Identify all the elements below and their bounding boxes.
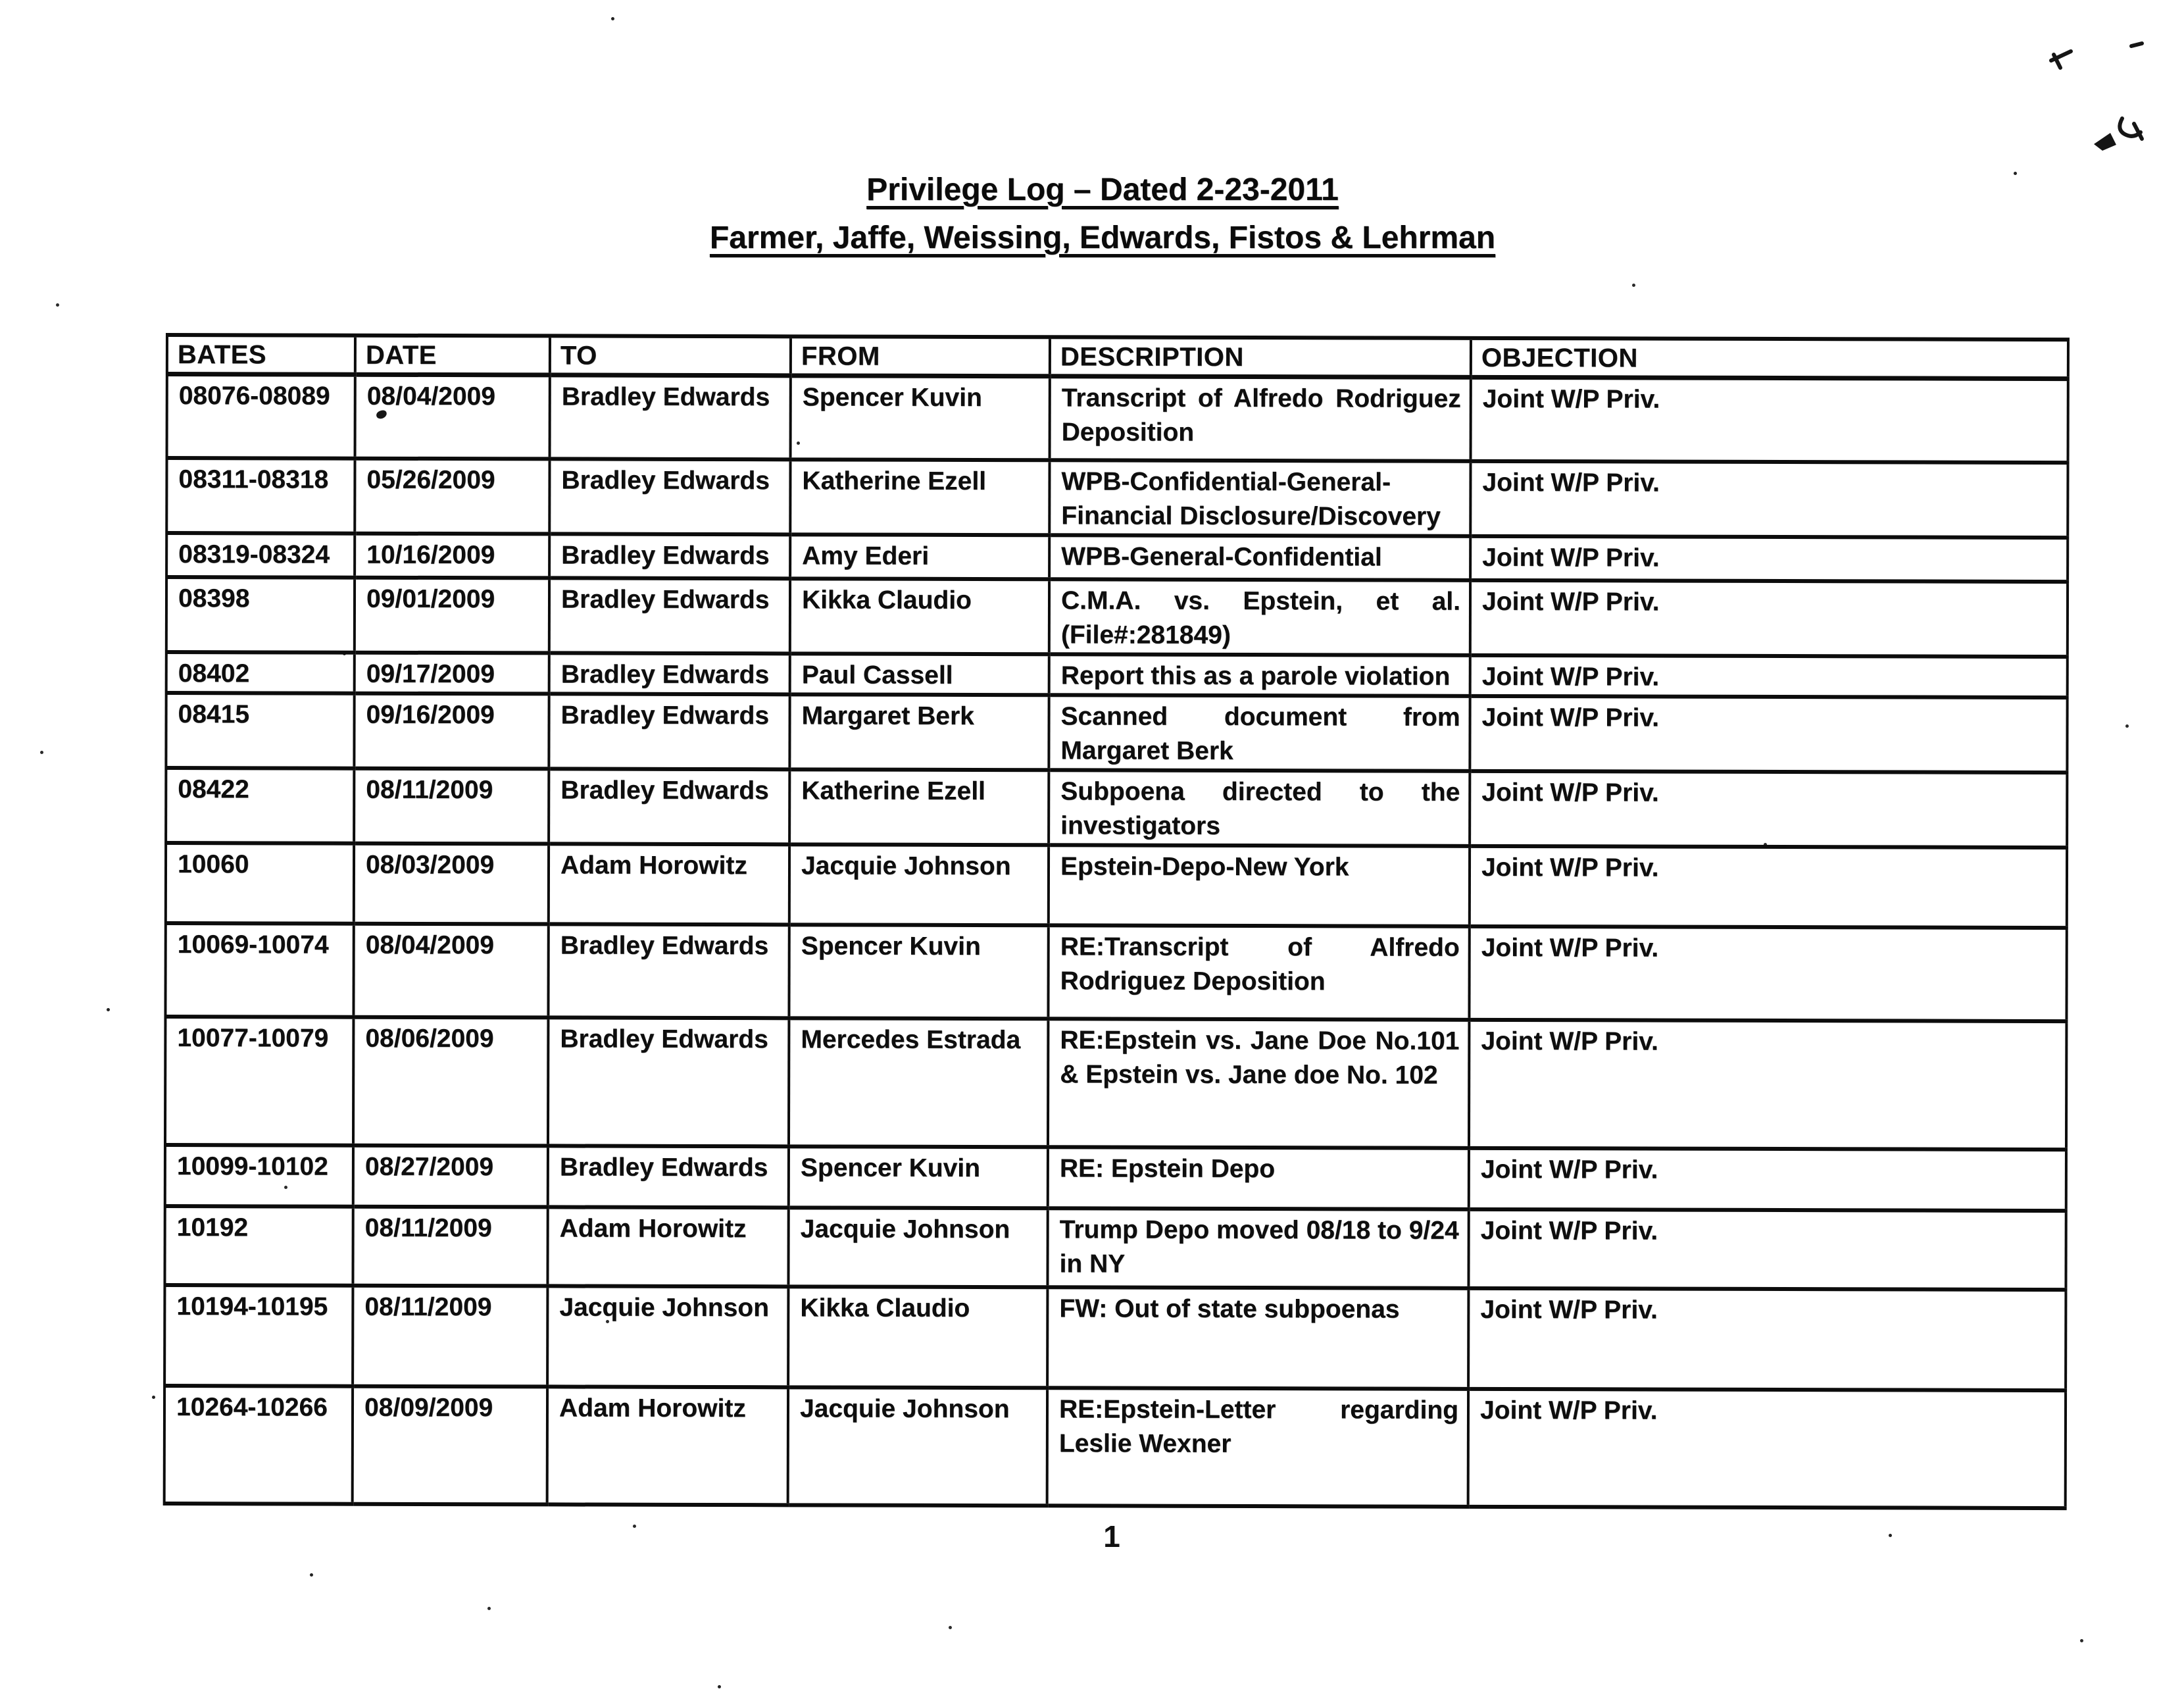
- to-cell: Bradley Edwards: [549, 769, 789, 844]
- date-cell: 08/04/2009: [355, 374, 550, 459]
- from-cell: Kikka Claudio: [788, 1286, 1047, 1388]
- table-row: [165, 923, 2066, 1021]
- from-cell: Spencer Kuvin: [789, 1146, 1048, 1208]
- bates-cell: 10264-10266: [164, 1386, 353, 1504]
- table-row: [165, 1017, 2066, 1150]
- bates-cell: 08076-08089: [167, 374, 355, 459]
- pen-scribble-marks: [1993, 13, 2164, 158]
- column-header-from: FROM: [791, 336, 1050, 376]
- to-cell: Bradley Edwards: [549, 694, 789, 769]
- from-cell: Mercedes Estrada: [789, 1018, 1048, 1147]
- to-cell: Bradley Edwards: [548, 1146, 789, 1207]
- title-line-2: Farmer, Jaffe, Weissing, Edwards, Fistos & Lehrman: [709, 220, 1496, 255]
- column-header-objection: OBJECTION: [1471, 338, 2068, 379]
- table-row: [166, 577, 2068, 657]
- bates-cell: 10192: [164, 1206, 353, 1286]
- from-cell: Jacquie Johnson: [788, 1387, 1047, 1505]
- column-header-to: TO: [550, 336, 791, 375]
- to-cell: Bradley Edwards: [549, 578, 790, 653]
- date-cell: 08/09/2009: [353, 1386, 547, 1504]
- privilege-log-table-wrap: [163, 333, 2070, 1510]
- document-title: [11, 166, 2184, 262]
- objection-cell: Joint W/P Priv.: [1470, 536, 2068, 581]
- objection-cell: Joint W/P Priv.: [1471, 377, 2068, 462]
- objection-cell: Joint W/P Priv.: [1470, 461, 2068, 537]
- date-cell: 10/16/2009: [355, 533, 549, 578]
- description-cell: RE:Epstein-Letter regarding Leslie Wexner: [1047, 1388, 1468, 1507]
- to-cell: Adam Horowitz: [547, 1386, 788, 1505]
- table-row: [166, 458, 2068, 538]
- bates-cell: 10099-10102: [165, 1145, 353, 1207]
- objection-cell: Joint W/P Priv.: [1468, 1388, 2066, 1507]
- objection-cell: Joint W/P Priv.: [1469, 1019, 2066, 1149]
- from-cell: Katherine Ezell: [789, 769, 1049, 845]
- to-cell: Bradley Edwards: [549, 534, 790, 578]
- table-body: [164, 374, 2068, 1508]
- table-row: [166, 768, 2067, 848]
- date-cell: 08/06/2009: [353, 1017, 548, 1146]
- table-row: [166, 843, 2067, 928]
- description-cell: Transcript of Alfredo Rodriguez Deposition: [1050, 376, 1471, 461]
- header-row: [167, 335, 2068, 379]
- description-cell: C.M.A. vs. Epstein, et al.(File#:281849): [1049, 579, 1470, 655]
- description-cell: Epstein-Depo-New York: [1049, 845, 1470, 926]
- bates-cell: 08311-08318: [166, 458, 355, 534]
- date-cell: 08/11/2009: [353, 1206, 547, 1286]
- from-cell: Paul Cassell: [790, 653, 1049, 695]
- bates-cell: 08402: [166, 652, 355, 694]
- to-cell: Bradley Edwards: [549, 459, 790, 534]
- description-cell: RE:Transcript of Alfredo Rodriguez Deposition: [1048, 925, 1469, 1020]
- bates-cell: 10194-10195: [164, 1285, 353, 1386]
- objection-cell: Joint W/P Priv.: [1470, 771, 2067, 847]
- description-cell: RE:Epstein vs. Jane Doe No.101 & Epstein vs. Jane doe No. 102: [1048, 1019, 1469, 1148]
- description-cell: FW: Out of state subpoenas: [1047, 1287, 1468, 1389]
- description-cell: RE: Epstein Depo: [1048, 1147, 1469, 1209]
- description-cell: WPB-Confidential-General-Financial Disclosure/Discovery: [1049, 460, 1470, 536]
- date-cell: 09/16/2009: [354, 693, 549, 769]
- description-cell: Trump Depo moved 08/18 to 9/24 in NY: [1047, 1208, 1468, 1288]
- date-cell: 08/27/2009: [353, 1145, 548, 1207]
- date-cell: 08/11/2009: [354, 768, 549, 844]
- table-row: [165, 1145, 2066, 1211]
- table-row: [164, 1386, 2066, 1508]
- bates-cell: 08319-08324: [166, 533, 355, 578]
- bates-cell: 08422: [166, 768, 354, 844]
- column-header-date: DATE: [355, 336, 550, 375]
- objection-cell: Joint W/P Priv.: [1470, 846, 2067, 927]
- table-row: [164, 1206, 2066, 1290]
- objection-cell: Joint W/P Priv.: [1469, 1148, 2066, 1210]
- ink-blob: [2094, 133, 2116, 151]
- objection-cell: Joint W/P Priv.: [1468, 1288, 2066, 1390]
- description-cell: WPB-General-Confidential: [1049, 535, 1470, 580]
- date-cell: 09/01/2009: [355, 577, 549, 653]
- date-cell: 08/04/2009: [353, 923, 548, 1017]
- to-cell: Adam Horowitz: [547, 1207, 788, 1286]
- column-header-description: DESCRIPTION: [1050, 337, 1471, 377]
- description-cell: Report this as a parole violation: [1049, 654, 1470, 696]
- date-cell: 08/03/2009: [354, 843, 549, 924]
- to-cell: Jacquie Johnson: [547, 1286, 788, 1387]
- table-row: [166, 533, 2068, 582]
- bates-cell: 08398: [166, 577, 355, 653]
- scan-noise-specks: [0, 0, 2, 2]
- table-row: [167, 374, 2068, 463]
- from-cell: Katherine Ezell: [790, 459, 1049, 535]
- date-cell: 05/26/2009: [355, 458, 549, 534]
- bates-cell: 10077-10079: [165, 1017, 353, 1146]
- from-cell: Margaret Berk: [789, 694, 1049, 770]
- from-cell: Spencer Kuvin: [789, 924, 1048, 1019]
- from-cell: Jacquie Johnson: [789, 844, 1049, 925]
- to-cell: Bradley Edwards: [548, 1017, 789, 1146]
- objection-cell: Joint W/P Priv.: [1470, 696, 2067, 772]
- from-cell: Kikka Claudio: [790, 578, 1049, 654]
- description-cell: Scanned document from Margaret Berk: [1049, 695, 1470, 771]
- from-cell: Spencer Kuvin: [791, 376, 1050, 460]
- date-cell: 08/11/2009: [353, 1285, 547, 1386]
- from-cell: Jacquie Johnson: [788, 1207, 1047, 1287]
- to-cell: Adam Horowitz: [549, 844, 789, 924]
- objection-cell: Joint W/P Priv.: [1470, 580, 2068, 656]
- to-cell: Bradley Edwards: [548, 924, 789, 1018]
- table-row: [164, 1285, 2066, 1390]
- objection-cell: Joint W/P Priv.: [1470, 655, 2068, 697]
- to-cell: Bradley Edwards: [549, 653, 790, 694]
- privilege-log-table: [163, 333, 2070, 1510]
- page-number: 1: [1103, 1519, 1120, 1554]
- bates-cell: 10069-10074: [165, 923, 353, 1017]
- column-header-bates: BATES: [167, 335, 355, 374]
- title-line-1: Privilege Log – Dated 2-23-2011: [866, 172, 1339, 207]
- bates-cell: 10060: [166, 843, 354, 924]
- table-row: [166, 693, 2067, 772]
- bates-cell: 08415: [166, 693, 354, 769]
- objection-cell: Joint W/P Priv.: [1468, 1209, 2066, 1289]
- date-cell: 09/17/2009: [355, 652, 549, 694]
- objection-cell: Joint W/P Priv.: [1469, 926, 2066, 1021]
- description-cell: Subpoena directed to the investigators: [1049, 770, 1470, 846]
- from-cell: Amy Ederi: [790, 534, 1049, 579]
- to-cell: Bradley Edwards: [550, 375, 791, 459]
- table-row: [166, 652, 2068, 697]
